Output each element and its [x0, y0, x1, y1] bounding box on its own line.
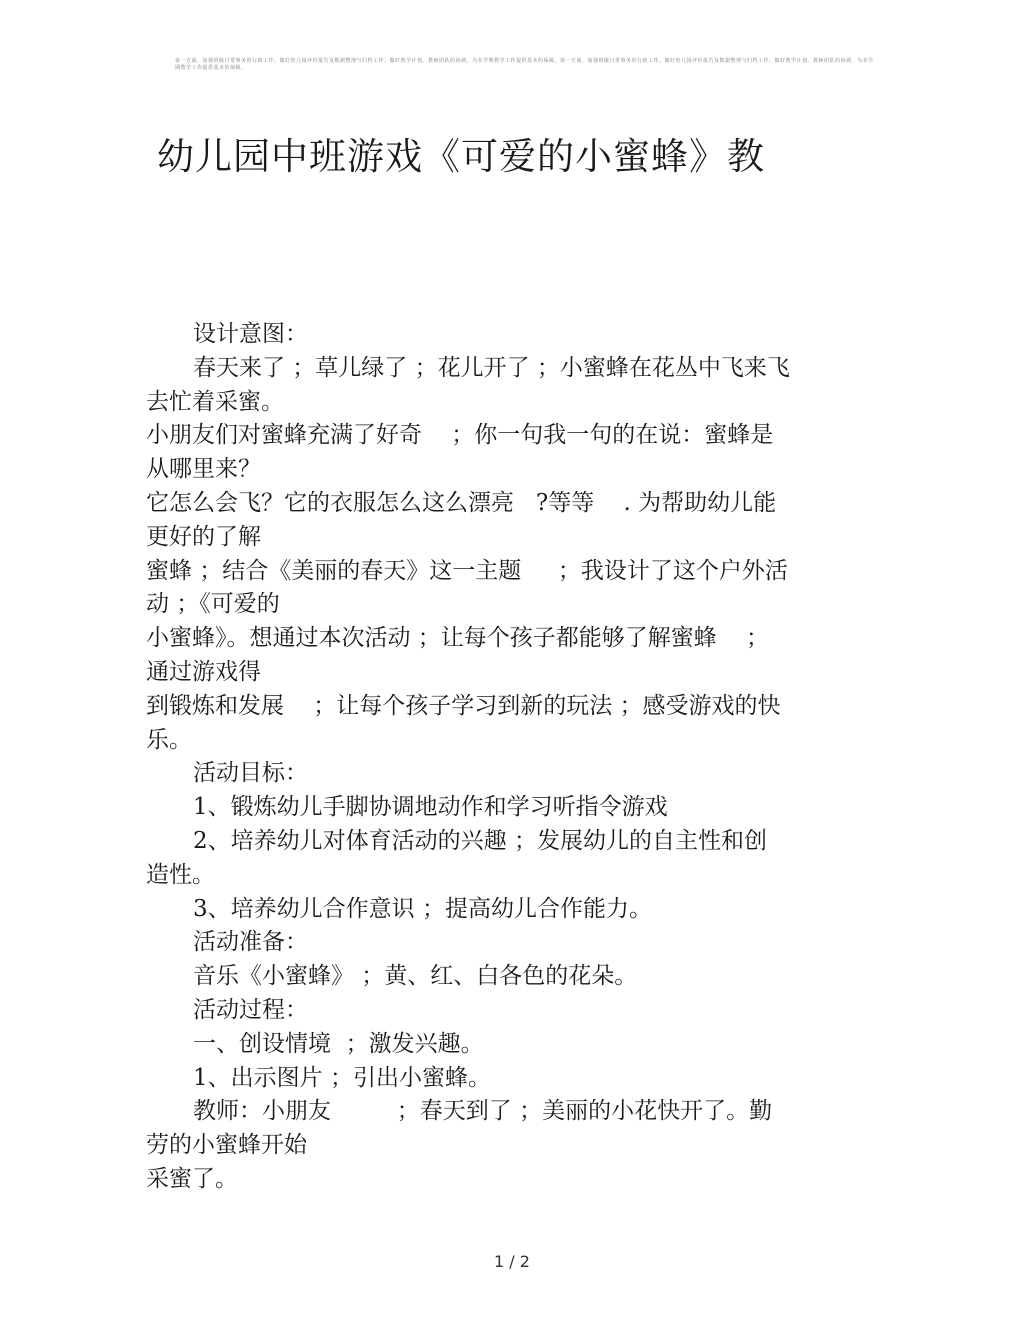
body-line: 造性。	[146, 861, 215, 888]
body-line: 一、创设情境 ；激发兴趣。	[193, 1030, 484, 1057]
page-number: 1 / 2	[494, 1252, 530, 1271]
body-line: 春天来了 ；草儿绿了 ；花儿开了 ；小蜜蜂在花丛中飞来飞	[193, 354, 790, 381]
body-line: 音乐《小蜜蜂》 ；黄、红、白各色的花朵。	[193, 963, 638, 990]
body-line: 乐。	[146, 726, 192, 753]
body-line: 更好的了解	[146, 523, 261, 550]
document-title: 幼儿园中班游戏《可爱的小蜜蜂》教	[157, 135, 765, 178]
body-line: 动 ；《可爱的	[146, 591, 280, 618]
body-line: 活动目标：	[193, 760, 308, 787]
document-body	[146, 318, 846, 1197]
body-line: 3、培养幼儿合作意识 ；提高幼儿合作能力。	[193, 895, 652, 922]
body-line: 采蜜了。	[146, 1165, 238, 1192]
body-line: 通过游戏得	[146, 658, 261, 685]
body-line: 去忙着采蜜。	[146, 388, 284, 415]
body-line: 活动过程：	[193, 996, 308, 1023]
body-line: 到锻炼和发展 ；让每个孩子学习到新的玩法 ；感受游戏的快	[146, 692, 781, 719]
body-line: 设计意图：	[193, 321, 308, 347]
body-line: 蜜蜂 ；结合《美丽的春天》这一主题 ；我设计了这个户外活	[146, 557, 788, 584]
body-line: 活动准备：	[193, 929, 308, 956]
body-line: 它怎么会飞？它的衣服怎么这么漂亮 ?等等 . 为帮助幼儿能	[146, 489, 777, 516]
body-line: 教师：小朋友 ；春天到了 ；美丽的小花快开了。勤	[193, 1098, 773, 1125]
body-line: 1、出示图片 ；引出小蜜蜂。	[193, 1064, 491, 1091]
header-note: 第一方面，加强班级日常事务的行政工作。做好幼儿园评价报告及数据整理与归档工作。做好教学计划、教师团队的协调，为本学期教学工作提供基本的保障。第一方面，加强班级日常事务的行政工作。做好幼儿园评价报告及数据整理与归档工作。做好教学计划、教师团队的协调，为本学期教学工作提供基本的保障。	[175, 58, 874, 71]
body-line: 小蜜蜂》。想通过本次活动 ；让每个孩子都能够了解蜜蜂 ；	[146, 625, 770, 652]
body-line: 从哪里来？	[146, 456, 261, 483]
body-line: 小朋友们对蜜蜂充满了好奇 ；你一句我一句的在说：蜜蜂是	[146, 422, 774, 449]
body-line: 劳的小蜜蜂开始	[146, 1132, 307, 1159]
body-line: 1、锻炼幼儿手脚协调地动作和学习听指令游戏	[193, 794, 668, 821]
body-line: 2、培养幼儿对体育活动的兴趣 ；发展幼儿的自主性和创	[193, 827, 767, 854]
